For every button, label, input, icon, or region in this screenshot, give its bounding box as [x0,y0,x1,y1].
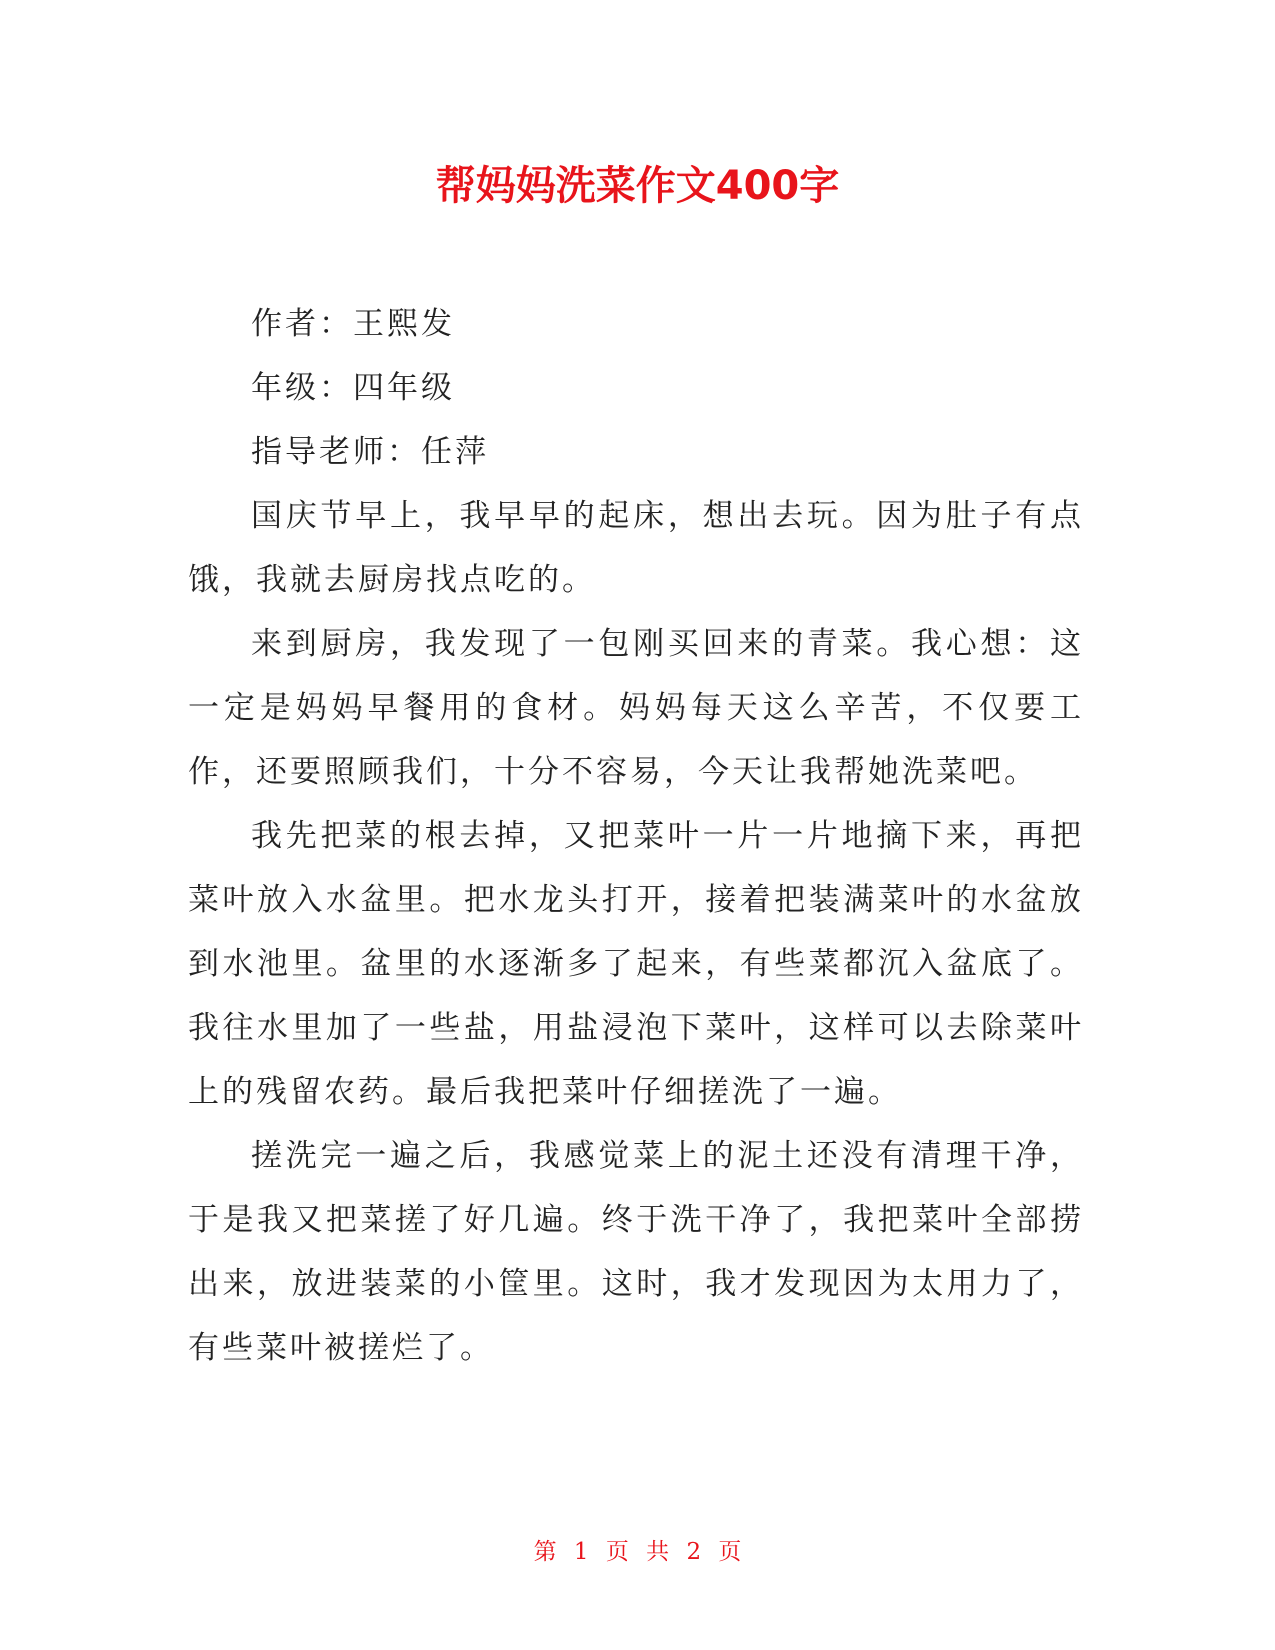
paragraph: 来到厨房，我发现了一包刚买回来的青菜。我心想：这一定是妈妈早餐用的食材。妈妈每天这么辛苦，不仅要工作，还要照顾我们，十分不容易，今天让我帮她洗菜吧。 [188,626,1084,790]
document-title: 帮妈妈洗菜作文400字 [435,163,840,209]
author-line: 作者：王熙发 [251,306,455,342]
paragraph: 我先把菜的根去掉，又把菜叶一片一片地摘下来，再把菜叶放入水盆里。把水龙头打开，接着把装满菜叶的水盆放到水池里。盆里的水逐渐多了起来，有些菜都沉入盆底了。我往水里加了一些盐，用盐浸泡下菜叶，这样可以去除菜叶上的残留农药。最后我把菜叶仔细搓洗了一遍。 [188,818,1084,1110]
paragraph: 国庆节早上，我早早的起床，想出去玩。因为肚子有点饿，我就去厨房找点吃的。 [188,498,1084,598]
paragraph: 搓洗完一遍之后，我感觉菜上的泥土还没有清理干净，于是我又把菜搓了好几遍。终于洗干净了，我把菜叶全部捞出来，放进装菜的小筐里。这时，我才发现因为太用力了，有些菜叶被搓烂了。 [188,1138,1084,1366]
teacher-line: 指导老师：任萍 [251,434,489,470]
page-number-footer: 第 1 页 共 2 页 [533,1539,742,1565]
document-body [188,292,1084,1380]
grade-line: 年级：四年级 [251,370,455,406]
